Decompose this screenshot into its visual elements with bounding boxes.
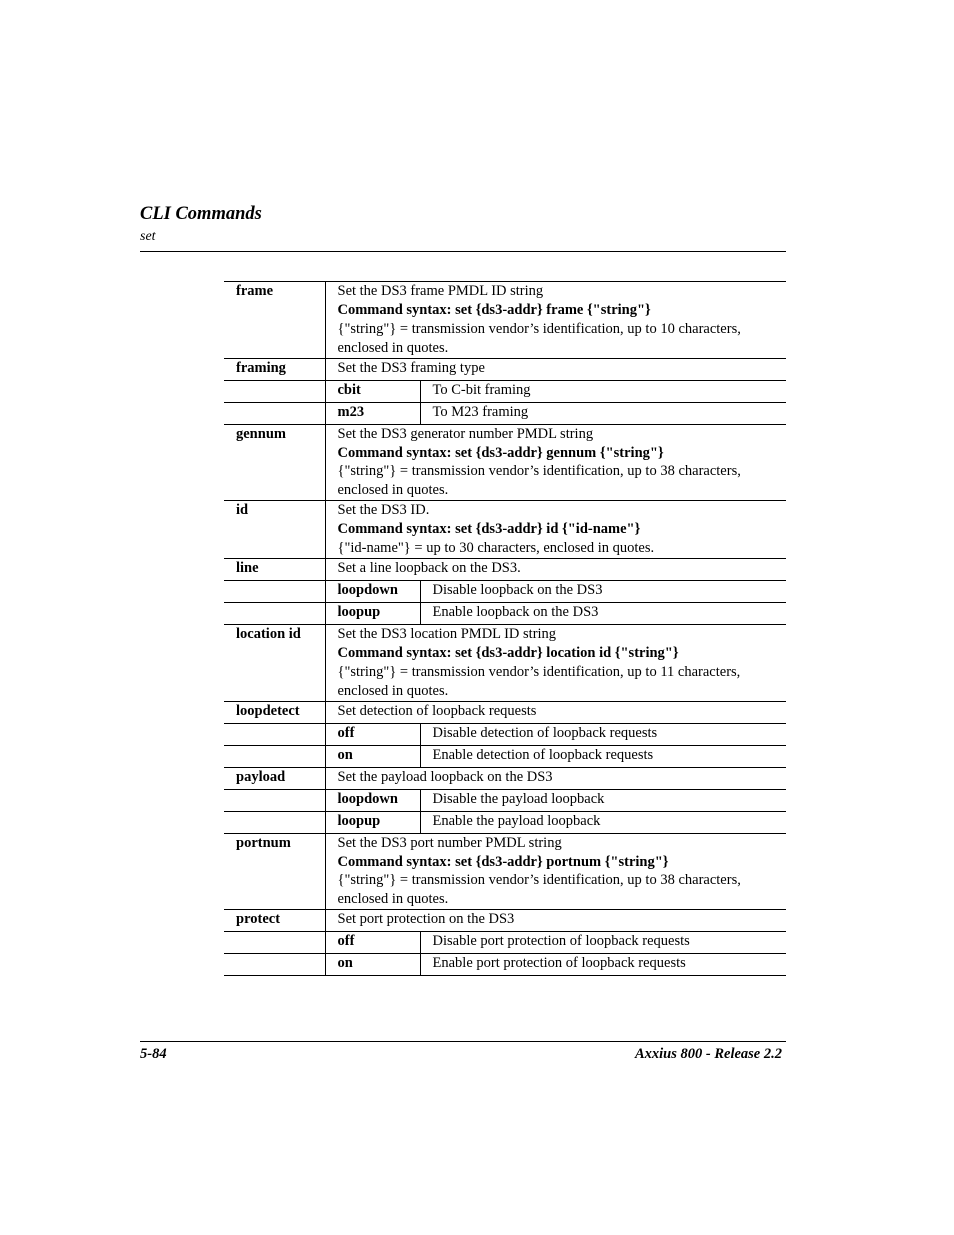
syntax-note: {"id-name"} = up to 30 characters, enclosed in quotes. <box>337 540 655 557</box>
option-row <box>224 380 786 402</box>
parameter-description <box>325 624 786 701</box>
description-text: Set the DS3 ID. <box>337 502 430 519</box>
option-row <box>224 602 786 624</box>
command-syntax: Command syntax: set {ds3-addr} location id {"string"} <box>337 644 679 661</box>
parameter-name: framing <box>224 358 325 380</box>
option-key: loopup <box>325 602 420 624</box>
option-row <box>224 811 786 833</box>
option-description: Enable loopback on the DS3 <box>420 602 786 624</box>
option-key: off <box>325 932 420 954</box>
option-key: m23 <box>325 402 420 424</box>
option-description: Disable the payload loopback <box>420 789 786 811</box>
table-row <box>224 767 786 789</box>
parameter-description <box>325 501 786 559</box>
parameter-description <box>325 282 786 359</box>
parameter-name: line <box>224 558 325 580</box>
footer-rule <box>140 1041 786 1042</box>
parameter-name: frame <box>224 282 325 359</box>
description-text: Set the DS3 frame PMDL ID string <box>337 283 544 299</box>
description-text: Set the DS3 framing type <box>325 358 786 380</box>
table-row <box>224 282 786 359</box>
parameter-name: loopdetect <box>224 701 325 723</box>
table-row <box>224 833 786 910</box>
parameter-description <box>325 424 786 501</box>
syntax-note: {"string"} = transmission vendor’s identification, up to 11 characters, enclosed in quotes. <box>337 663 741 699</box>
parameter-name: payload <box>224 767 325 789</box>
option-description: Disable port protection of loopback requests <box>420 932 786 954</box>
option-description: To C-bit framing <box>420 380 786 402</box>
option-description: Enable the payload loopback <box>420 811 786 833</box>
option-row <box>224 954 786 976</box>
option-key: cbit <box>325 380 420 402</box>
table-row <box>224 501 786 559</box>
page-title: CLI Commands <box>140 204 262 224</box>
parameter-name: portnum <box>224 833 325 910</box>
parameter-description <box>325 833 786 910</box>
command-table <box>224 281 786 976</box>
table-row <box>224 624 786 701</box>
description-text: Set a line loopback on the DS3. <box>325 558 786 580</box>
syntax-note: {"string"} = transmission vendor’s identification, up to 38 characters, enclosed in quotes. <box>337 463 741 499</box>
option-description: To M23 framing <box>420 402 786 424</box>
option-key: loopdown <box>325 580 420 602</box>
option-row <box>224 402 786 424</box>
parameter-name: id <box>224 501 325 559</box>
parameter-name: gennum <box>224 424 325 501</box>
description-text: Set the DS3 port number PMDL string <box>337 834 562 851</box>
option-key: loopup <box>325 811 420 833</box>
option-description: Disable loopback on the DS3 <box>420 580 786 602</box>
page-subtitle: set <box>140 229 156 244</box>
description-text: Set detection of loopback requests <box>325 701 786 723</box>
option-description: Enable port protection of loopback requests <box>420 954 786 976</box>
table-row <box>224 701 786 723</box>
table-row <box>224 358 786 380</box>
header-rule <box>140 251 786 252</box>
option-key: off <box>325 723 420 745</box>
table-row <box>224 424 786 501</box>
option-row <box>224 580 786 602</box>
option-description: Disable detection of loopback requests <box>420 723 786 745</box>
page-number: 5-84 <box>140 1046 167 1062</box>
option-row <box>224 932 786 954</box>
option-key: on <box>325 954 420 976</box>
command-syntax: Command syntax: set {ds3-addr} frame {"string"} <box>337 301 651 318</box>
option-row <box>224 745 786 767</box>
parameter-name: location id <box>224 624 325 701</box>
option-key: loopdown <box>325 789 420 811</box>
description-text: Set the DS3 location PMDL ID string <box>337 625 557 642</box>
option-row <box>224 723 786 745</box>
description-text: Set the DS3 generator number PMDL string <box>337 425 594 442</box>
table-row <box>224 910 786 932</box>
option-description: Enable detection of loopback requests <box>420 745 786 767</box>
description-text: Set port protection on the DS3 <box>325 910 786 932</box>
parameter-name: protect <box>224 910 325 932</box>
table-row <box>224 558 786 580</box>
option-key: on <box>325 745 420 767</box>
description-text: Set the payload loopback on the DS3 <box>325 767 786 789</box>
command-syntax: Command syntax: set {ds3-addr} id {"id-name"} <box>337 521 641 538</box>
product-release: Axxius 800 - Release 2.2 <box>634 1046 782 1062</box>
syntax-note: {"string"} = transmission vendor’s identification, up to 10 characters, enclosed in quotes. <box>337 320 741 356</box>
syntax-note: {"string"} = transmission vendor’s identification, up to 38 characters, enclosed in quotes. <box>337 872 741 908</box>
option-row <box>224 789 786 811</box>
command-syntax: Command syntax: set {ds3-addr} portnum {"string"} <box>337 853 669 870</box>
command-syntax: Command syntax: set {ds3-addr} gennum {"string"} <box>337 444 664 461</box>
